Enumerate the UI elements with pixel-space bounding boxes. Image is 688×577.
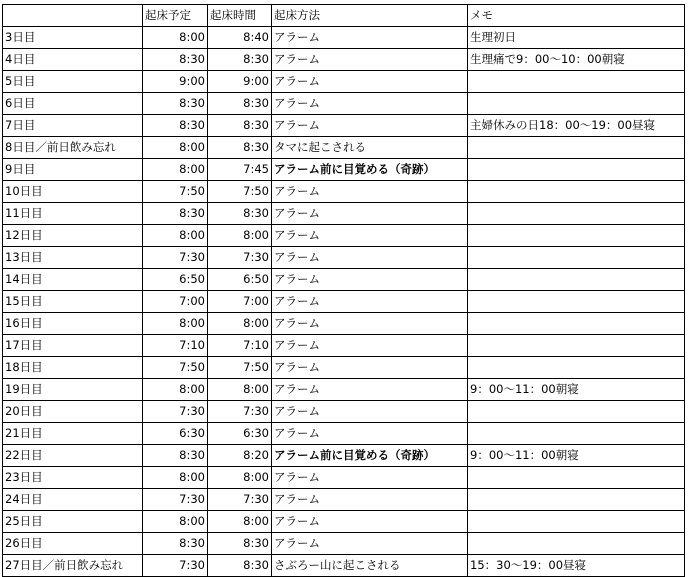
- actual-cell: 7:00: [208, 291, 272, 313]
- actual-cell: 8:30: [208, 555, 272, 577]
- planned-cell: 8:30: [143, 445, 208, 467]
- actual-cell: 6:30: [208, 423, 272, 445]
- table-row: [3, 93, 685, 115]
- day-cell: 6日目: [3, 93, 143, 115]
- day-cell: 17日目: [3, 335, 143, 357]
- table-row: [3, 423, 685, 445]
- memo-cell: 15：30〜19：00昼寝: [468, 555, 685, 577]
- day-cell: 24日目: [3, 489, 143, 511]
- planned-cell: 8:30: [143, 115, 208, 137]
- day-cell: 3日目: [3, 27, 143, 49]
- actual-cell: 7:50: [208, 357, 272, 379]
- memo-cell: [468, 181, 685, 203]
- planned-cell: 8:30: [143, 93, 208, 115]
- memo-cell: [468, 269, 685, 291]
- memo-cell: [468, 533, 685, 555]
- table-row: [3, 467, 685, 489]
- planned-cell: 8:30: [143, 203, 208, 225]
- method-cell: アラーム: [272, 291, 468, 313]
- method-cell: アラーム: [272, 511, 468, 533]
- day-cell: 27日目／前日飲み忘れ: [3, 555, 143, 577]
- day-cell: 4日目: [3, 49, 143, 71]
- day-cell: 7日目: [3, 115, 143, 137]
- method-cell: アラーム: [272, 335, 468, 357]
- planned-cell: 8:00: [143, 313, 208, 335]
- day-cell: 21日目: [3, 423, 143, 445]
- day-cell: 20日目: [3, 401, 143, 423]
- actual-cell: 8:30: [208, 49, 272, 71]
- day-cell: 13日目: [3, 247, 143, 269]
- planned-cell: 7:00: [143, 291, 208, 313]
- planned-cell: 7:10: [143, 335, 208, 357]
- actual-cell: 8:00: [208, 379, 272, 401]
- method-cell: アラーム: [272, 467, 468, 489]
- method-cell: アラーム: [272, 181, 468, 203]
- memo-cell: [468, 423, 685, 445]
- table-row: [3, 555, 685, 577]
- header-day: [3, 5, 143, 27]
- planned-cell: 7:50: [143, 357, 208, 379]
- method-cell: アラーム: [272, 269, 468, 291]
- actual-cell: 8:00: [208, 225, 272, 247]
- memo-cell: 生理痛で9：00〜10：00朝寝: [468, 49, 685, 71]
- actual-cell: 8:30: [208, 533, 272, 555]
- memo-cell: [468, 489, 685, 511]
- actual-cell: 7:30: [208, 247, 272, 269]
- planned-cell: 8:00: [143, 511, 208, 533]
- table-body: [3, 27, 685, 577]
- table-row: [3, 269, 685, 291]
- method-cell: アラーム前に目覚める（奇跡）: [272, 159, 468, 181]
- method-cell: タマに起こされる: [272, 137, 468, 159]
- planned-cell: 7:30: [143, 489, 208, 511]
- planned-cell: 7:30: [143, 401, 208, 423]
- table-row: [3, 335, 685, 357]
- memo-cell: [468, 225, 685, 247]
- actual-cell: 8:30: [208, 203, 272, 225]
- table-row: [3, 533, 685, 555]
- header-actual: 起床時間: [208, 5, 272, 27]
- planned-cell: 8:00: [143, 159, 208, 181]
- actual-cell: 8:00: [208, 313, 272, 335]
- actual-cell: 7:10: [208, 335, 272, 357]
- memo-cell: [468, 467, 685, 489]
- header-planned: 起床予定: [143, 5, 208, 27]
- day-cell: 9日目: [3, 159, 143, 181]
- header-method: 起床方法: [272, 5, 468, 27]
- table-row: [3, 159, 685, 181]
- actual-cell: 8:30: [208, 93, 272, 115]
- planned-cell: 6:30: [143, 423, 208, 445]
- actual-cell: 6:50: [208, 269, 272, 291]
- table-row: [3, 181, 685, 203]
- header-row: [3, 5, 685, 27]
- table-row: [3, 357, 685, 379]
- method-cell: アラーム: [272, 225, 468, 247]
- table-row: [3, 225, 685, 247]
- table-row: [3, 489, 685, 511]
- planned-cell: 7:30: [143, 555, 208, 577]
- day-cell: 5日目: [3, 71, 143, 93]
- day-cell: 18日目: [3, 357, 143, 379]
- table-row: [3, 511, 685, 533]
- method-cell: アラーム: [272, 27, 468, 49]
- actual-cell: 8:40: [208, 27, 272, 49]
- table-row: [3, 401, 685, 423]
- table-row: [3, 203, 685, 225]
- header-memo: メモ: [468, 5, 685, 27]
- table-row: [3, 27, 685, 49]
- actual-cell: 8:00: [208, 511, 272, 533]
- table-row: [3, 115, 685, 137]
- table-row: [3, 313, 685, 335]
- table-row: [3, 49, 685, 71]
- method-cell: アラーム: [272, 93, 468, 115]
- method-cell: さぶろー山に起こされる: [272, 555, 468, 577]
- actual-cell: 8:00: [208, 467, 272, 489]
- method-cell: アラーム: [272, 203, 468, 225]
- method-cell: アラーム: [272, 423, 468, 445]
- memo-cell: [468, 203, 685, 225]
- method-cell: アラーム: [272, 115, 468, 137]
- method-cell: アラーム: [272, 489, 468, 511]
- method-cell: アラーム前に目覚める（奇跡）: [272, 445, 468, 467]
- planned-cell: 7:30: [143, 247, 208, 269]
- planned-cell: 8:00: [143, 379, 208, 401]
- actual-cell: 7:50: [208, 181, 272, 203]
- day-cell: 25日目: [3, 511, 143, 533]
- table-row: [3, 137, 685, 159]
- day-cell: 12日目: [3, 225, 143, 247]
- method-cell: アラーム: [272, 313, 468, 335]
- memo-cell: [468, 357, 685, 379]
- actual-cell: 9:00: [208, 71, 272, 93]
- method-cell: アラーム: [272, 357, 468, 379]
- memo-cell: [468, 159, 685, 181]
- method-cell: アラーム: [272, 379, 468, 401]
- method-cell: アラーム: [272, 49, 468, 71]
- day-cell: 22日目: [3, 445, 143, 467]
- day-cell: 8日目／前日飲み忘れ: [3, 137, 143, 159]
- day-cell: 19日目: [3, 379, 143, 401]
- planned-cell: 8:00: [143, 225, 208, 247]
- day-cell: 16日目: [3, 313, 143, 335]
- memo-cell: [468, 335, 685, 357]
- table-row: [3, 379, 685, 401]
- memo-cell: [468, 247, 685, 269]
- memo-cell: [468, 313, 685, 335]
- actual-cell: 7:30: [208, 401, 272, 423]
- memo-cell: [468, 511, 685, 533]
- actual-cell: 7:45: [208, 159, 272, 181]
- table-row: [3, 445, 685, 467]
- table-row: [3, 71, 685, 93]
- memo-cell: 主婦休みの日18：00〜19：00昼寝: [468, 115, 685, 137]
- memo-cell: 9：00〜11：00朝寝: [468, 445, 685, 467]
- memo-cell: [468, 137, 685, 159]
- planned-cell: 8:00: [143, 467, 208, 489]
- planned-cell: 7:50: [143, 181, 208, 203]
- table-row: [3, 291, 685, 313]
- actual-cell: 8:30: [208, 115, 272, 137]
- planned-cell: 6:50: [143, 269, 208, 291]
- day-cell: 15日目: [3, 291, 143, 313]
- planned-cell: 9:00: [143, 71, 208, 93]
- method-cell: アラーム: [272, 533, 468, 555]
- day-cell: 23日目: [3, 467, 143, 489]
- memo-cell: [468, 401, 685, 423]
- actual-cell: 8:20: [208, 445, 272, 467]
- day-cell: 26日目: [3, 533, 143, 555]
- table-row: [3, 247, 685, 269]
- method-cell: アラーム: [272, 247, 468, 269]
- method-cell: アラーム: [272, 71, 468, 93]
- day-cell: 10日目: [3, 181, 143, 203]
- actual-cell: 8:30: [208, 137, 272, 159]
- wakeup-log-table: [2, 4, 685, 577]
- method-cell: アラーム: [272, 401, 468, 423]
- planned-cell: 8:30: [143, 49, 208, 71]
- planned-cell: 8:30: [143, 533, 208, 555]
- actual-cell: 7:30: [208, 489, 272, 511]
- planned-cell: 8:00: [143, 137, 208, 159]
- memo-cell: [468, 93, 685, 115]
- day-cell: 11日目: [3, 203, 143, 225]
- memo-cell: 9：00〜11：00朝寝: [468, 379, 685, 401]
- memo-cell: [468, 291, 685, 313]
- planned-cell: 8:00: [143, 27, 208, 49]
- day-cell: 14日目: [3, 269, 143, 291]
- memo-cell: 生理初日: [468, 27, 685, 49]
- memo-cell: [468, 71, 685, 93]
